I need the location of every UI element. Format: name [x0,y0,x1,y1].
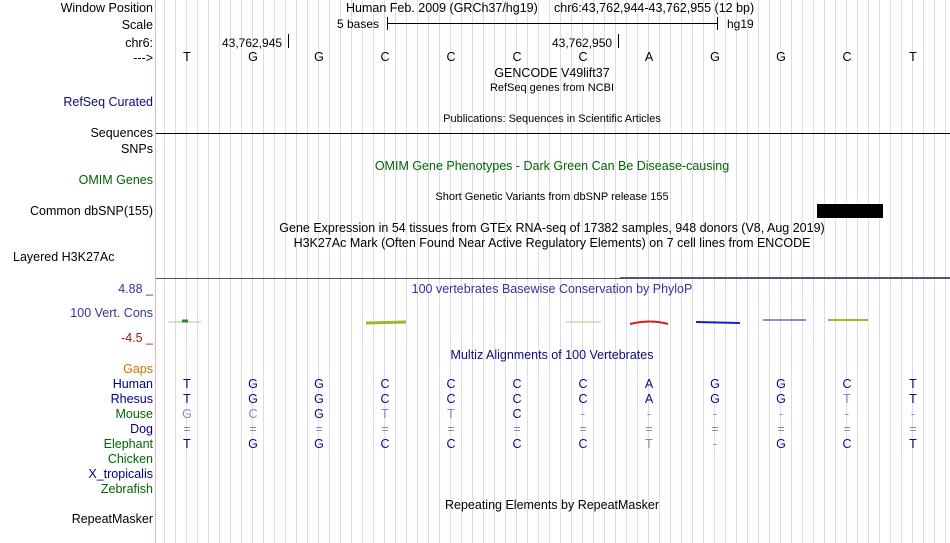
aligned-base: T [909,437,917,451]
aligned-base: - [712,407,718,421]
aligned-base: = [645,422,653,436]
position-link[interactable]: chr6:43,762,944-43,762,955 (12 bp) [554,1,755,15]
scale-bar [387,23,718,24]
grid-line [945,0,946,543]
coord-label-1: 43,762,945 [222,36,283,50]
grid-line [791,0,792,543]
grid-line [725,0,726,543]
aligned-base: A [644,377,654,391]
sequences-track-label[interactable]: Sequences [90,126,153,140]
grid-line [901,0,902,543]
grid-line [384,0,385,543]
aligned-base: = [447,422,455,436]
repeatmasker-track-label[interactable]: RepeatMasker [71,512,153,526]
aligned-base: G [314,437,324,451]
grid-line [274,0,275,543]
label-column-separator [155,0,156,543]
reference-base: T [909,50,917,64]
grid-line [780,0,781,543]
grid-line [857,0,858,543]
cons-track-title[interactable]: 100 vertebrates Basewise Conservation by PhyloP [411,282,693,296]
aligned-base: T [909,377,917,391]
refseq-track-subtitle: RefSeq genes from NCBI [489,82,615,94]
aligned-base: C [578,377,588,391]
grid-line [714,0,715,543]
aligned-base: T [909,392,917,406]
grid-line [417,0,418,543]
aligned-base: - [844,407,850,421]
aligned-base: C [578,437,588,451]
aligned-base: T [183,377,191,391]
omim-track-title[interactable]: OMIM Gene Phenotypes - Dark Green Can Be Disease-causing [374,159,730,173]
grid-line [296,0,297,543]
grid-line [923,0,924,543]
aligned-base: - [910,407,916,421]
aligned-base: G [710,392,720,406]
aligned-base: T [843,392,851,406]
reference-base: C [446,50,456,64]
species-label[interactable]: Zebrafish [100,482,153,496]
grid-line [219,0,220,543]
strand-label: ---> [133,51,153,65]
aligned-base: = [711,422,719,436]
grid-line [637,0,638,543]
grid-line [428,0,429,543]
grid-line [208,0,209,543]
grid-line [648,0,649,543]
aligned-base: - [580,407,586,421]
grid-line [318,0,319,543]
coord-label-2: 43,762,950 [552,36,613,50]
grid-line [340,0,341,543]
grid-line [868,0,869,543]
h3k27ac-signal [620,277,950,278]
reference-base: G [776,50,786,64]
grid-line [824,0,825,543]
aligned-base: = [909,422,917,436]
omim-track-label[interactable]: OMIM Genes [78,173,153,187]
reference-base: T [183,50,191,64]
scale-bar-right-tick [717,17,718,30]
aligned-base: C [512,392,522,406]
aligned-base: G [314,392,324,406]
coord-tick-1 [288,34,289,48]
grid-line [439,0,440,543]
aligned-base: = [579,422,587,436]
aligned-base: T [183,437,191,451]
species-label[interactable]: Elephant [103,437,153,451]
grid-line [164,0,165,543]
repeatmasker-track-title[interactable]: Repeating Elements by RepeatMasker [444,498,660,512]
h3k27ac-track-label[interactable]: Layered H3K27Ac [13,250,115,264]
aligned-base: G [776,392,786,406]
grid-line [252,0,253,543]
aligned-base: G [710,377,720,391]
grid-line [472,0,473,543]
scale-label: Scale [121,18,153,32]
aligned-base: G [248,437,258,451]
aligned-base: C [380,392,390,406]
grid-line [802,0,803,543]
aligned-base: = [183,422,191,436]
aligned-base: G [776,377,786,391]
grid-line [373,0,374,543]
aligned-base: G [248,377,258,391]
scale-db: hg19 [727,17,754,31]
aligned-base: C [446,437,456,451]
aligned-base: C [578,392,588,406]
window-position-label: Window Position [60,1,153,15]
grid-line [197,0,198,543]
grid-line [769,0,770,543]
aligned-base: = [249,422,257,436]
reference-base: A [644,50,654,64]
aligned-base: C [248,407,258,421]
h3k27ac-track-title[interactable]: H3K27Ac Mark (Often Found Near Active Regulatory Elements) on 7 cell lines from ENCODE [293,236,811,250]
aligned-base: T [645,437,653,451]
aligned-base: T [447,407,455,421]
species-label[interactable]: Chicken [107,452,153,466]
aligned-base: C [842,437,852,451]
chrom-label: chr6: [125,36,153,50]
aligned-base: - [778,407,784,421]
grid-line [670,0,671,543]
grid-line [461,0,462,543]
reference-base: C [578,50,588,64]
snps-track-label[interactable]: SNPs [121,142,153,156]
grid-line [692,0,693,543]
refseq-track-label[interactable]: RefSeq Curated [63,95,153,109]
reference-base: G [314,50,324,64]
grid-line [263,0,264,543]
aligned-base: A [644,392,654,406]
aligned-base: C [446,377,456,391]
cons-wiggle-plot [156,312,950,332]
grid-line [615,0,616,543]
scale-text: 5 bases [337,17,380,31]
grid-line [736,0,737,543]
cons-min-label: -4.5 _ [121,331,153,345]
grid-line [351,0,352,543]
grid-line [681,0,682,543]
grid-line [395,0,396,543]
reference-base: G [248,50,258,64]
species-label[interactable]: Dog [130,422,153,436]
cons-track-label[interactable]: 100 Vert. Cons [70,306,153,320]
aligned-base: C [512,437,522,451]
grid-line [747,0,748,543]
species-label[interactable]: Mouse [115,407,153,421]
grid-line [835,0,836,543]
aligned-base: = [777,422,785,436]
assembly-name: Human Feb. 2009 (GRCh37/hg19) [346,1,538,15]
multiz-track-title[interactable]: Multiz Alignments of 100 Vertebrates [450,348,654,362]
aligned-base: T [381,407,389,421]
aligned-base: - [712,437,718,451]
dbsnp-variant-block[interactable] [817,204,883,218]
aligned-base: G [314,377,324,391]
aligned-base: G [248,392,258,406]
aligned-base: C [512,407,522,421]
coord-tick-2 [618,34,619,48]
grid-line [912,0,913,543]
grid-line [241,0,242,543]
aligned-base: C [380,377,390,391]
aligned-base: - [646,407,652,421]
aligned-base: = [381,422,389,436]
grid-line [450,0,451,543]
aligned-base: G [776,437,786,451]
grid-line [406,0,407,543]
aligned-base: = [315,422,323,436]
cons-max-label: 4.88 _ [118,282,153,296]
grid-line [659,0,660,543]
aligned-base: = [843,422,851,436]
gtex-track-title[interactable]: Gene Expression in 54 tissues from GTEx RNA-seq of 17382 samples, 948 donors (V8, Aug 2019) [279,221,825,235]
reference-base: C [842,50,852,64]
aligned-base: C [380,437,390,451]
grid-line [846,0,847,543]
aligned-base: G [182,407,192,421]
reference-base: G [710,50,720,64]
grid-line [890,0,891,543]
grid-line [362,0,363,543]
grid-line [186,0,187,543]
species-label[interactable]: Human [112,377,153,391]
grid-line [758,0,759,543]
grid-line [175,0,176,543]
aligned-base: C [446,392,456,406]
grid-line [703,0,704,543]
aligned-base: C [842,377,852,391]
grid-line [626,0,627,543]
aligned-base: T [183,392,191,406]
grid-line [230,0,231,543]
gencode-track-title[interactable]: GENCODE V49lift37 [494,66,610,80]
grid-line [879,0,880,543]
species-label[interactable]: Rhesus [110,392,153,406]
grid-line [307,0,308,543]
h3k27ac-baseline [156,278,950,279]
sequences-track-line [156,133,950,134]
aligned-base: = [513,422,521,436]
species-label[interactable]: X_tropicalis [88,467,153,481]
reference-base: C [512,50,522,64]
publications-track-title[interactable]: Publications: Sequences in Scientific Articles [443,113,661,125]
dbsnp-track-label[interactable]: Common dbSNP(155) [30,204,153,218]
reference-base: C [380,50,390,64]
aligned-base: C [512,377,522,391]
grid-line [813,0,814,543]
dbsnp-track-title[interactable]: Short Genetic Variants from dbSNP release 155 [435,191,669,203]
gaps-track-label[interactable]: Gaps [123,362,153,376]
grid-line [934,0,935,543]
grid-line [285,0,286,543]
grid-line [329,0,330,543]
grid-line [483,0,484,543]
aligned-base: G [314,407,324,421]
